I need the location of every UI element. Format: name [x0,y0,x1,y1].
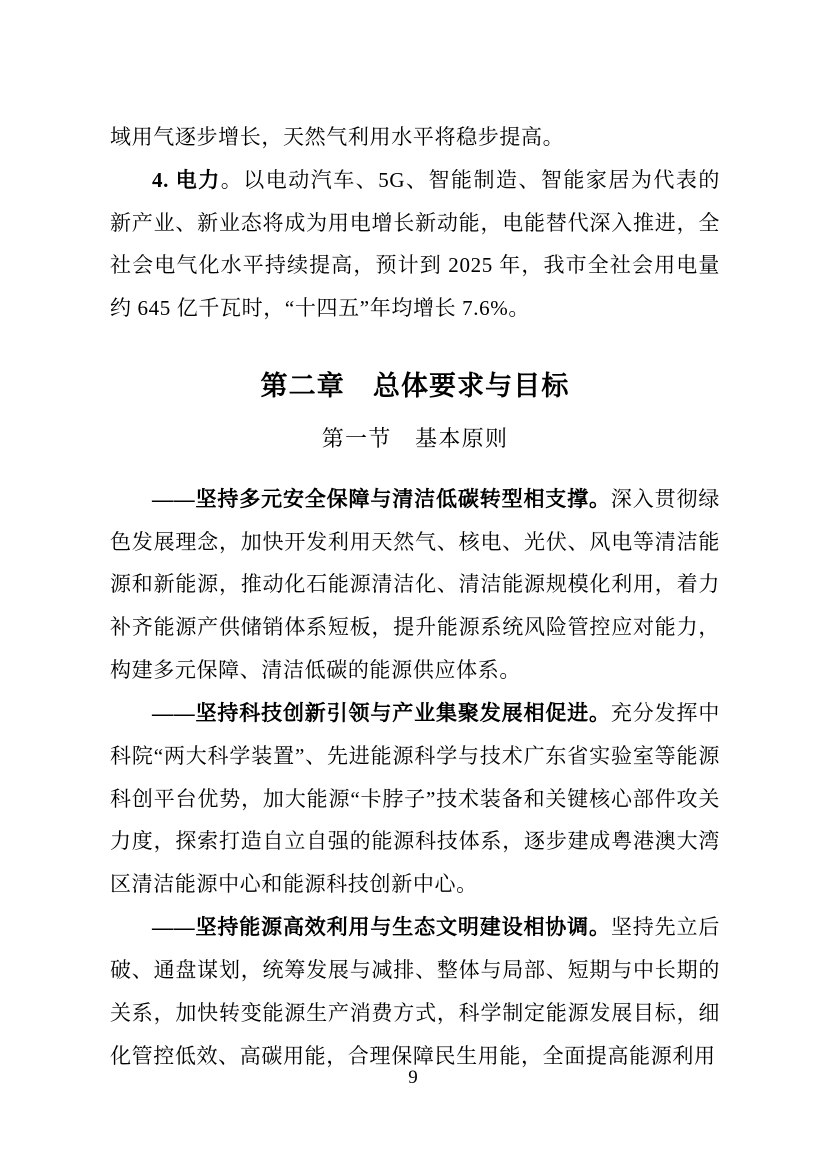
paragraph-principle-2-lead: ——坚持科技创新引领与产业集聚发展相促进。 [152,700,611,725]
chapter-title: 第二章 总体要求与目标 [260,371,570,402]
paragraph-power [110,159,720,330]
paragraph-continuation: 域用气逐步增长，天然气利用水平将稳步提高。 [110,125,565,149]
paragraph-principle-3 [110,906,720,1077]
paragraph-principle-2-body: 充分发挥中科院“两大科学装置”、先进能源科学与技术广东省实验室等能源科创平台优势，加大能源“卡脖子”技术装备和关键核心部件攻关力度，探索打造自立自强的能源科技体系，逐步建成粤港澳大湾区清洁能源中心和能源科技创新中心。 [110,700,720,897]
paragraph-power-lead: 4. 电力 [152,167,221,192]
paragraph-principle-3-lead: ——坚持能源高效利用与生态文明建设相协调。 [152,915,611,940]
section-title: 第一节 基本原则 [321,425,509,451]
paragraph-principle-1-body: 深入贯彻绿色发展理念，加快开发利用天然气、核电、光伏、风电等清洁能源和新能源，推动化石能源清洁化、清洁能源规模化利用，着力补齐能源产供储销体系短板，提升能源系统风险管控应对能力，构建多元保障、清洁低碳的能源供应体系。 [110,486,720,683]
paragraph-power-body: 。以电动汽车、5G、智能制造、智能家居为代表的新产业、新业态将成为用电增长新动能，电能替代深入推进，全社会电气化水平持续提高，预计到 2025 年，我市全社会用电量约 645 亿千瓦时，“十四五”年均增长 7.6%。 [110,167,721,321]
paragraph-principle-3-body: 坚持先立后破、通盘谋划，统筹发展与减排、整体与局部、短期与中长期的关系，加快转变能源生产消费方式，科学制定能源发展目标，细化管控低效、高碳用能，合理保障民生用能，全面提高能源利用 [110,915,720,1068]
paragraph-principle-1 [110,478,720,692]
paragraph-principle-2 [110,692,720,906]
paragraph-principle-1-lead: ——坚持多元安全保障与清洁低碳转型相支撑。 [152,486,611,511]
page-number: 9 [408,1067,418,1088]
